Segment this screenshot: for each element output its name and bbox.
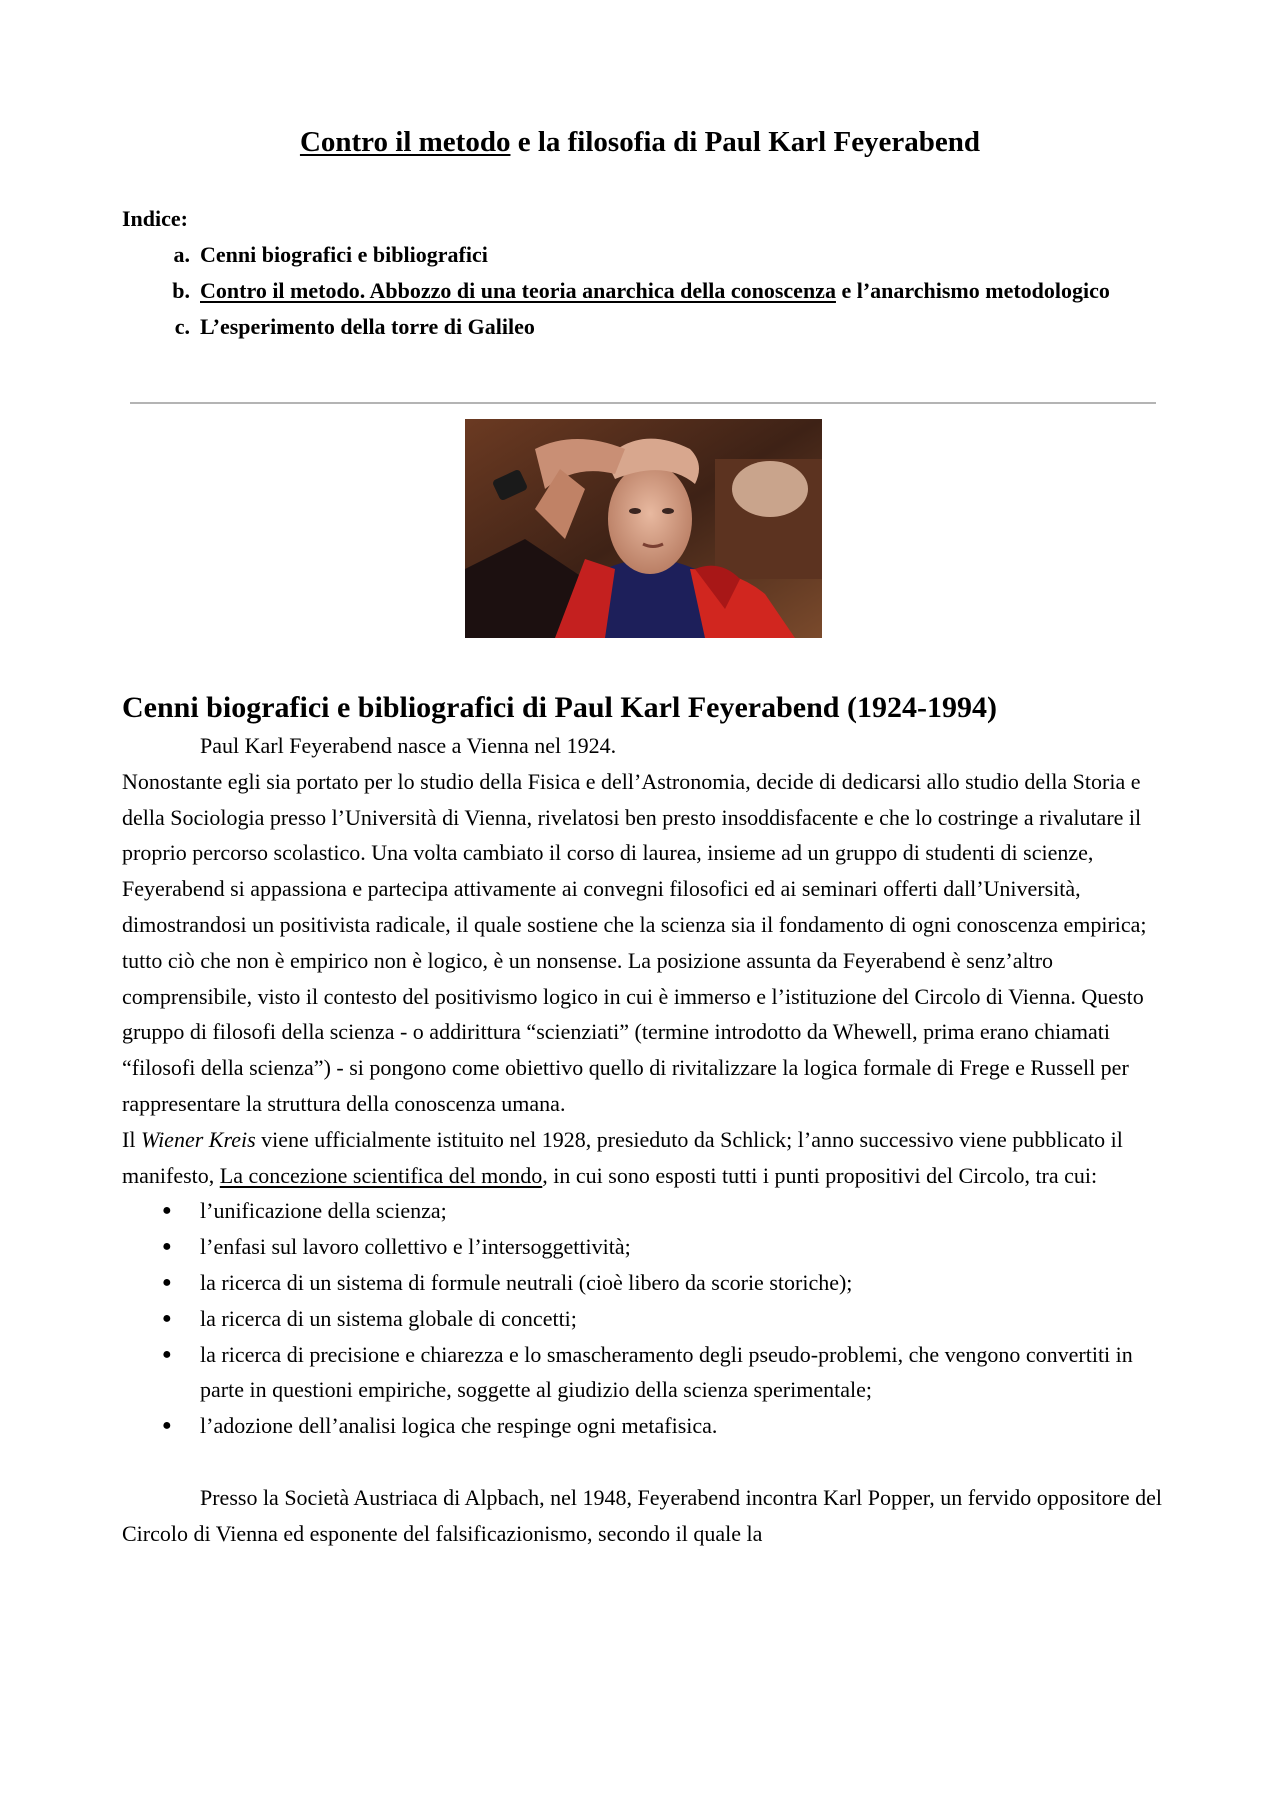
toc-text: Cenni biografici e bibliografici [200,242,488,267]
list-item-text: la ricerca di un sistema globale di concetti; [200,1305,577,1331]
bullet-icon: ● [162,1417,172,1435]
paragraph-3-text: , in cui sono esposti tutti i punti propositivi del Circolo, tra cui: [542,1162,1098,1188]
document-title [0,124,1280,160]
toc-item-b [122,273,1152,309]
paragraph-3-text: Il [122,1126,141,1152]
title-rest: e la filosofia di Paul Karl Feyerabend [510,126,981,158]
bullet-icon: ● [162,1309,172,1327]
bullet-icon: ● [162,1238,172,1256]
section-heading: Cenni biografici e bibliografici di Paul Karl Feyerabend (1924-1994) [122,691,997,724]
feyerabend-portrait-photo [465,419,822,638]
paragraph-1: Paul Karl Feyerabend nasce a Vienna nel 1924. [200,733,617,758]
toc-item-a [122,237,1152,273]
list-item-text: l’enfasi sul lavoro collettivo e l’intersoggettività; [200,1234,631,1260]
paragraph-gap [122,1444,1172,1480]
table-of-contents [122,237,1152,345]
list-item [122,1408,1172,1444]
list-item-text: la ricerca di un sistema di formule neutrali (cioè libero da scorie storiche); [200,1269,853,1295]
list-item [122,1301,1172,1337]
paragraph-3 [122,1122,1172,1194]
bullet-icon: ● [162,1202,172,1220]
toc-item-c [122,309,1152,345]
manifesto-link[interactable]: La concezione scientifica del mondo [219,1162,543,1188]
paragraph-3-text: viene ufficialmente istituito nel 1928, presieduto da Schlick; l’anno successivo viene pubblicato il manifesto, [122,1126,1123,1188]
bullet-icon: ● [162,1273,172,1291]
section-body [122,728,1172,1551]
list-item [122,1193,1172,1229]
bullet-icon: ● [162,1345,172,1363]
toc-marker: c. [174,314,190,339]
toc-text: L’esperimento della torre di Galileo [200,314,535,339]
list-item [122,1265,1172,1301]
circle-points-list [122,1193,1172,1444]
title-book-link[interactable]: Contro il metodo [299,126,511,158]
wiener-kreis-italic: Wiener Kreis [140,1126,256,1152]
list-item-text: la ricerca di precisione e chiarezza e lo smascheramento degli pseudo-problemi, che vengono convertiti in parte in questioni empiriche, soggette al giudizio della scienza sperimentale; [200,1341,1133,1403]
horizontal-divider [130,402,1156,404]
list-item-text: l’adozione dell’analisi logica che respinge ogni metafisica. [200,1413,718,1439]
toc-marker: a. [173,242,190,267]
paragraph-4: Presso la Società Austriaca di Alpbach, nel 1948, Feyerabend incontra Karl Popper, un fervido oppositore del Circolo di Vienna ed esponente del falsificazionismo, secondo il quale la [122,1484,1162,1546]
toc-marker: b. [172,278,190,303]
list-item-text: l’unificazione della scienza; [200,1198,447,1224]
toc-label: Indice: [122,206,188,231]
list-item [122,1337,1172,1409]
toc-book-link[interactable]: Contro il metodo. Abbozzo di una teoria anarchica della conoscenza [200,278,836,303]
toc-text-rest: e l’anarchismo metodologico [835,278,1110,303]
paragraph-2: Nonostante egli sia portato per lo studio della Fisica e dell’Astronomia, decide di dedicarsi allo studio della Storia e della Sociologia presso l’Università di Vienna, rivelatosi ben presto insoddisfacente e che lo costringe a rivalutare il proprio percorso scolastico. Una volta cambiato il corso di laurea, insieme ad un gruppo di studenti di scienze, Feyerabend si appassiona e partecipa attivamente ai convegni filosofici ed ai seminari offerti dall’Università, dimostrandosi un positivista radicale, il quale sostiene che la scienza sia il fondamento di ogni conoscenza empirica; tutto ciò che non è empirico non è logico, è un nonsense. La posizione assunta da Feyerabend è senz’altro comprensibile, visto il contesto del positivismo logico in cui è immerso e l’istituzione del Circolo di Vienna. Questo gruppo di filosofi della scienza - o addirittura “scienziati” (termine introdotto da Whewell, prima erano chiamati “filosofi della scienza”) - si pongono come obiettivo quello di rivitalizzare la logica formale di Frege e Russell per rappresentare la struttura della conoscenza umana. [122,768,1147,1116]
list-item [122,1229,1172,1265]
